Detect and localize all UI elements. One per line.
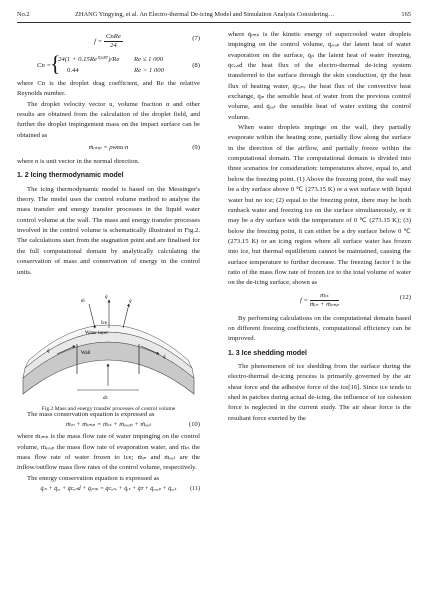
equation-number: (7) <box>192 35 200 42</box>
section-heading: 1. 2 Icing thermodynamic model <box>17 172 124 180</box>
issue-number: No.2 <box>17 11 30 18</box>
equation-number: (9) <box>192 144 200 152</box>
equation-number: (8) <box>192 62 200 69</box>
paragraph: The mass conservation equation is expressed as <box>27 410 155 418</box>
svg-text:dx: dx <box>103 395 108 400</box>
impinging-arrow <box>89 304 95 328</box>
right-column <box>228 30 411 424</box>
water-layer-label: Water layer <box>85 330 109 336</box>
svg-text:q̇: q̇ <box>105 294 108 300</box>
paragraph: where q̇ᵢₘₚ is the kinetic energy of supercooled water droplets impinging on the control volume, q̇ₑᵥₐₚ the latent heat of water evaporation on the surface, q̇ᵢₛ the latent heat of water freezing, q̇ᴄₒₙd the heat flux of the electro-thermal de-icing system transferred to the surface through the skin conduction, q̇ᴛ the heat flux of heating water, q̇ᴄₒₙᵥ the heat flux of the convective heat exchange, q̇ᵢₙ the sensible heat of water from the previous control volume, and q̇ₒᵤₜ the sensible heat of water exiting the control volume. <box>228 31 411 121</box>
equation-number: (12) <box>399 293 411 301</box>
equation-11: q̇ᵢₙ + q̇ₑₓ + q̇ᴄₒₙd + q̇ᵢₘₚ = q̇ᴄₒₙᵥ + q̇ᵢₛ + q̇ᴛ + q̇ₑᵥₐₚ + q̇ₒᵤₜ (11) <box>17 484 200 496</box>
paragraph: When water droplets impinge on the wall, they partially evaporate within the heating zone, partially flow along the surface in the direction of the airflow, and partially freeze within the computational domain. The computational domain is divided into three scenarios for consideration: temperatures above, equal to, and below the freezing point. (1) Above the freezing point, the wall may be a dry surface above 0 ℃ (273.15 K) or a wet surface with liquid water but no ice; (2) equal to the freezing point, there may be both runback water and freezing ice on the surface simultaneously, or it may be a dry surface with the temperature of 0 ℃ (273.15 K); (3) below the freezing point, it can either be a dry surface below 0 ℃ (273.15 K) or an icing region where all surface water has frozen into ice, but thermal equilibrium cannot be maintained, causing the surface temperature to further decrease. The freezing factor f is the ratio of the mass flow rate of frozen ice to the total volume of water on the de-icing surface, shown as <box>228 124 411 287</box>
wall-label: Wall <box>81 350 91 356</box>
paragraph: where Cᴅ is the droplet drag coefficient, and Re the relative Reynolds number. <box>17 80 200 98</box>
svg-text:q̇: q̇ <box>163 354 166 360</box>
svg-text:q̇: q̇ <box>129 298 132 304</box>
paragraph: where ṁᵢₘₚ is the mass flow rate of water impinging on the control volume, ṁₑᵥₐₚ the mass flow rate of evaporation water, and ṁᵢₛ the mass flow rate of water frozen to ice; ṁᵢₙ and ṁₒᵤₜ are the inflow/outflow mass flow rates of the control volume, respectively. <box>17 433 200 472</box>
ice-label: Ice <box>101 320 108 326</box>
paragraph: The phenomenon of ice shedding from the surface during the electro-thermal de-icing process is primarily governed by the air shear force and the adhesive force of the ice[16]. Since ice tends to shed in patches during actual de-icing, the influence of ice cohesion force is neglected in the current study. The air shear force is the resultant force exerted by the <box>228 362 411 422</box>
equation-number: (11) <box>190 485 200 492</box>
paragraph: where n is unit vector in the normal direction. <box>17 158 140 166</box>
section-heading: 1. 3 Ice shedding model <box>228 349 307 357</box>
running-header <box>17 10 411 23</box>
equation-8: Cᴅ = { 24(1 + 0.15Re⁰·⁶⁸⁷)/Re Re ≤ 1 000 0.44 Re > 1 000 (8) <box>37 51 200 76</box>
left-brace: { <box>50 51 61 76</box>
equation-10: ṁᵢₙ + ṁᵢₘₚ = ṁᵢₛ + ṁₑᵥₐₚ + ṁₒᵤₜ (10) <box>17 420 200 432</box>
equation-7: f = $\frac{\text{CᴅRe}}{24}$ (7) <box>94 33 200 49</box>
equation-number: (10) <box>188 421 200 429</box>
figure-2 <box>17 282 200 413</box>
paragraph: By performing calculations on the computational domain based on different freezing coefficients, computational efficiency can be improved. <box>228 314 411 343</box>
equation-12: f = $\frac{\text{ṁᵢₛ}}{\text{ṁᵢₙ + ṁᵢₘₚ}}$ (12) <box>299 291 411 308</box>
control-volume-diagram <box>17 282 200 400</box>
running-title: ZHANG Yingying, et al. An Electro-thermal De-icing Model and Simulation Analysis Considering… <box>75 11 335 18</box>
equation-9: ṁᵢₘₚ = ρᴡαu·n (9) <box>17 141 200 157</box>
paragraph: The energy conservation equation is expressed as <box>27 474 160 482</box>
convection-arrow <box>123 304 129 328</box>
svg-text:q̇: q̇ <box>47 348 50 354</box>
svg-text:ṁ: ṁ <box>81 298 85 304</box>
figure-caption: Fig.2 Mass and energy transfer processes of control volume <box>41 406 176 413</box>
paragraph: The droplet velocity vector u, volume fraction α and other results are obtained from the calculation of the droplet field, and further the droplet impingement mass on the impact surface can be obtained as <box>17 100 200 139</box>
left-column <box>17 30 200 496</box>
paragraph: The icing thermodynamic model is based on the Messinger's theory. The model uses the control volume method to analyse the mass transfer and energy transfer processes in the liquid water control volume at the wall. The mass and energy transfer processes involved in the control volume is schematically illustrated in Fig.2. The calculations start from the stagnation point and are finalised for the full computational domain by analytically calculating the conservation of mass and conservation of energy in the control units. <box>17 185 200 276</box>
page-number: 165 <box>401 11 411 18</box>
